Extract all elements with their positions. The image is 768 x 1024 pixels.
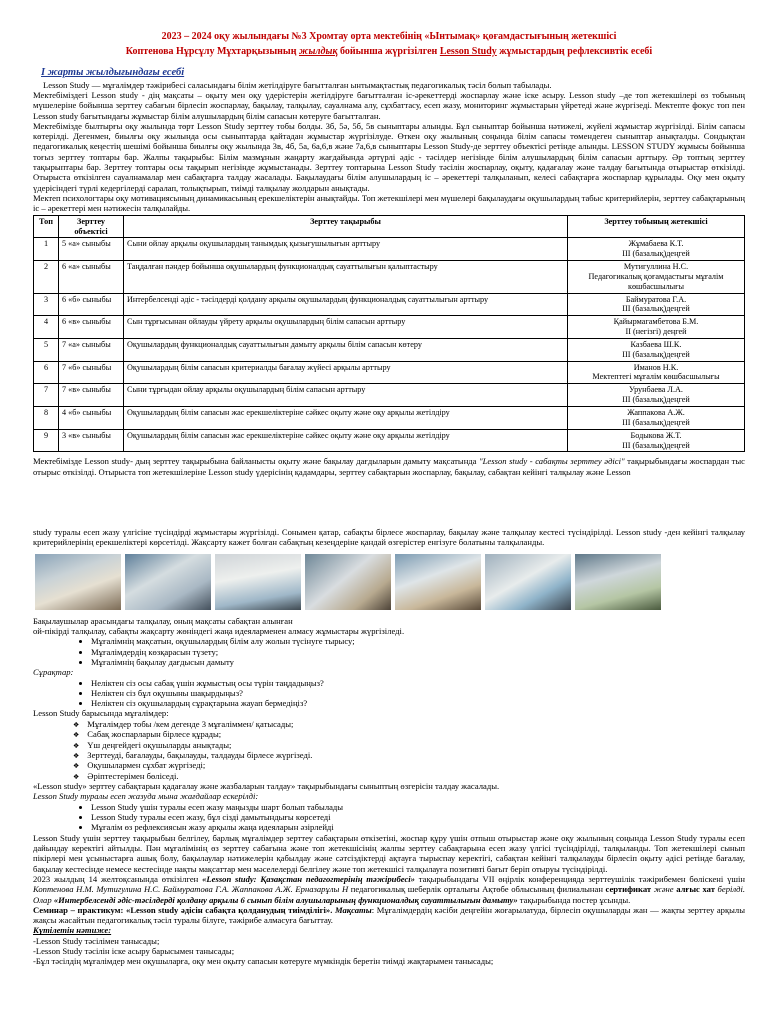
cell-leader (568, 238, 745, 261)
cell-class: 6 «в» сыныбы (59, 316, 124, 339)
title-line-1: 2023 – 2024 оқу жылындағы №3 Хромтау орта мектебінің «Ынтымақ» қоғамдастығының жетекшісі (161, 31, 617, 42)
report-writing-list (33, 802, 745, 833)
table-row (34, 384, 745, 407)
conference-paragraph (33, 874, 745, 905)
document-page (33, 30, 745, 967)
list-item: • Мұғалімнің мақсатын, оқушылардың білім алу жолын түсінуге тырысу; (91, 636, 745, 646)
expected-item: -Lesson Study тәсілімен танысады; (33, 935, 160, 946)
leader-name: Иманов Н.К. (633, 362, 679, 372)
research-groups-table (33, 215, 745, 453)
leader-name: Мутигуллина Н.С. (623, 262, 689, 272)
conf-authors: Коптенова Н.М. Мутигулина Н.С. Баймуратова Г.А. Жаппакова А.Ж. Ерназарұлы Н (33, 884, 349, 895)
seminar-goal: : Мұғалімдердің кәсіби деңгейін жоғарылатуда, бірлесіп оқушыларды жан — жақты зерттеу арқылы жақсы жасайтын педагогикалық тәсіл туралы білуге, тәжірибе алмасуға бағыттау. (33, 904, 745, 926)
after-table-text: Мектебімізде Lesson study- дың зерттеу тақырыбына байланысты оқыту және бақылау дағдыларын дамыту мақсатында (33, 456, 480, 467)
col-header-group: Топ (34, 215, 59, 238)
conf-title: «Lesson study: Қазақстан педагогтерінің тәжірибесі» (202, 873, 415, 884)
table-row (34, 261, 745, 294)
cell-group-number: 6 (34, 361, 59, 384)
list-item: • Мұғалім өз рефлексиясын жазу арқылы жаңа идеяларын әзірлейді (91, 822, 745, 832)
leader-name: Баймуратова Г.А. (625, 294, 687, 304)
table-body (34, 238, 745, 452)
intro-paragraph-3: Мектебімізде былтырғы оқу жылында төрт Lesson Study зерттеу тобы болды. 3б, 5ә, 5б, 5в сыныптары алынды. Бұл сыныптар бойынша нәтижелі, жүйелі жұмыстар жүргізілді. Білім сапасы көтерілді. Дегенмен, биылғы оқу жылында осы сыныптарда қайтадан жұмыстар жүргізілуде. Өткен оқу жылының соңында білім сапасы төмендеген сыныптар анықталды. Сондықтан педагогикалық кеңестің шешімі бойынша биылғы оқу жылында 3в, 4б, 5а, 6а,6,в және 7а,6,в сыныптары Lesson Study-де зерттеу объектісі ретінде алынды. LESSON STUDY жұмысы бойынша тоғыз зерттеу топтары бар. Жалпы тақырыбы: Білім мазмұнын жаңарту жағдайында әртүрлі әдіс - тәсілдер негізінде білім алушылардың білім сапасын арттыру. Әр топтың зерттеу тақырыптары бар. Зерттеу топтары осы тақырып негізінде жұмыстанады. Зерттеу топтарына Lesson Study тәсілін жоспарлау, оқыту, қадағалау және талдау бағытында отырыстар өткізілді. Отырыста өткізілген сауалнамалар мен сабақтарға талдау жасалады. Бақылаудағы білім алушылардың іс – әрекеттері талқыланып, келесі сабақтарға жоспарлар құрылады. Оқу мен оқыту үдерісіндегі түрлі кедергілерді саралап, толықтырып, тиімді талқылау жолдарын анықтады. (33, 120, 745, 193)
cell-topic: Оқушылардың білім сапасын жас ерекшеліктеріне сәйкес оқыту және оқу арқылы жетілдіру (124, 429, 568, 452)
list-item: • Неліктен сіз осы сабақ үшін жұмыстың осы түрін таңдадыңыз? (91, 678, 745, 688)
leader-name: Бодыкова Ж.Т. (630, 430, 682, 440)
leader-level: Мектептегі мұғалім көшбасшылығы (592, 372, 720, 382)
list-item: • Lesson Study туралы есеп жазу, бұл сізді дамытындығы көрсетеді (91, 812, 745, 822)
intro-paragraph-4: Мектеп психологтары оқу мотивациясының динамикасының ерекшеліктерін анықтайды. Топ жетекшілері мен мүшелері бақылаудағы оқушылардың табыс критерийлерін, зерттеу сабақтарының іс – әрекеттері мен нәтижесін талқылайды. (33, 193, 745, 214)
cell-class: 3 «в» сыныбы (59, 429, 124, 452)
expected-item: -Бұл тәсілдің мұғалімдер мен оқушыларға, оқу мен оқыту сапасын көтеруге мүмкіндік беретін тиімді жақтарымен танысады; (33, 956, 494, 967)
table-row (34, 407, 745, 430)
cell-group-number: 2 (34, 261, 59, 294)
leader-level: Педагогикалық қоғамдастығы мұғалім көшбасшылығы (588, 271, 724, 291)
title-lesson-study: Lesson Study (439, 45, 497, 57)
conf-text: және (651, 884, 677, 895)
list-item: ❖ Әріптестерімен бөліседі. (73, 771, 745, 781)
questions-list (33, 678, 745, 709)
list-item: ❖ Үш деңгейдегі оқушыларды анықтады; (73, 740, 745, 750)
cell-leader (568, 338, 745, 361)
cell-leader (568, 293, 745, 316)
title-line-2 (33, 45, 745, 60)
table-row (34, 429, 745, 452)
conf-thanks-letter: алғыс хат (676, 884, 715, 895)
leader-level: ІІІ (базалық)деңгей (622, 417, 690, 427)
leader-level: ІІІ (базалық)деңгей (622, 440, 690, 450)
cell-leader (568, 361, 745, 384)
col-header-leader: Зерттеу тобының жетекшісі (568, 215, 745, 238)
classroom-photo-1 (35, 554, 121, 610)
observers-line-1: Бақылаушылар арасындағы талқылау, оның мақсаты сабақтан алынған (33, 615, 293, 626)
cell-class: 7 «в» сыныбы (59, 384, 124, 407)
list-item: ❖ Зерттеуді, бағалауды, бақылауды, талдауды бірлесе жүргізеді. (73, 750, 745, 760)
cell-class: 6 «б» сыныбы (59, 293, 124, 316)
seminar-paragraph (33, 905, 745, 926)
list-item: • Неліктен сіз бұл оқушыны шақырдыңыз? (91, 688, 745, 698)
teacher-duties-label: Lesson Study барысында мұғалімдер: (33, 708, 169, 719)
title-period: жылдық (298, 45, 338, 57)
classroom-photo-6 (485, 554, 571, 610)
list-item: ❖ Сабақ жоспарларын бірлесе құрады; (73, 729, 745, 739)
after-table-paragraph (33, 456, 745, 477)
list-item: • Неліктен сіз оқушылардың сұрақтарына жауап бермедіңіз? (91, 698, 745, 708)
conf-text: тақырыбында постер ұсынды. (517, 894, 631, 905)
conf-text: тақырыбындағы VII өңірлік конференцияда зерттеушілік тәжірибемен бөліскені үшін (414, 873, 746, 884)
cell-class: 7 «б» сыныбы (59, 361, 124, 384)
cell-topic: Сыни тұрғыдан ойлау арқылы оқушылардың білім сапасын арттыру (124, 384, 568, 407)
list-item: • Lesson Study үшін туралы есеп жазу маңызды шарт болып табылады (91, 802, 745, 812)
cell-group-number: 9 (34, 429, 59, 452)
after-table-text-end: тақырыбындағы жоспардан тыс отырыс өткізілді. Отырыста топ жетекшілеріне Lesson study үдерісінің қадамдары, зерттеу сабақтарын жоспарлау, бақылау, сабақтан кейінгі талқылау және Lesson (33, 456, 745, 477)
cell-topic: Сыни ойлау арқылы оқушылардың танымдық қызығушылығын арттыру (124, 238, 568, 261)
col-header-topic: Зерттеу тақырыбы (124, 215, 568, 238)
title-text: бойынша жүргізілген (337, 45, 440, 57)
list-item: ❖ Мұғалімдер тобы /кем дегенде 3 мұғаліммен/ қатысады; (73, 719, 745, 729)
after-table-italic: "Lesson study - сабақты зерттеу әдісі" (479, 456, 625, 467)
study-analysis-line: «Lesson study» зерттеу сабақтарын қадағалау және жазбаларын талдау» тақырыбындағы сыныптың өзгерісін талдау жасалады. (33, 781, 500, 792)
conf-text: берілді. Олар (33, 884, 746, 905)
cell-topic: Оқушылардың білім сапасын жас ерекшеліктеріне сәйкес оқыту және оқу арқылы жетілдіру (124, 407, 568, 430)
conf-text: педагогикалық шеберлік орталығы Ақтөбе облысының филиалынан (348, 884, 606, 895)
table-row (34, 293, 745, 316)
section-heading: I жарты жылдығындағы есебі (41, 67, 185, 78)
classroom-photo-7 (575, 554, 661, 610)
seminar-label: Семинар – практикум: (33, 904, 127, 915)
table-row (34, 361, 745, 384)
table-header-row (34, 215, 745, 238)
classroom-photo-2 (125, 554, 211, 610)
classroom-photo-4 (305, 554, 391, 610)
cell-class: 4 «б» сыныбы (59, 407, 124, 430)
intro-paragraph-2: Мектебіміздегі Lesson study - дің мақсаты – оқыту мен оқу үдерістерін жетілдіруге бағытталған іс-әрекеттерді жоспарлау және іске асыру. Lesson study –де топ жетекшілері өз тобының мүшелеріне бойынша зерттеу сабағын бірлесіп жоспарлау, бақылау, талқылау, сауалнама алу, сұхбаттасу, есеп жазу, мониторинг жұмыстарын үйретеді және жүргізеді. Мектепте фокус топ пен Lesson study бағытындағы жұмыстар білім алушылардың білім сапасын көтеруге бағытталған. (33, 89, 745, 121)
expected-item: -Lesson Study тәсілін іске асыру барысымен танысады; (33, 946, 235, 957)
leader-level: ІІІ (базалық)деңгей (622, 304, 690, 314)
final-paragraph: Lesson Study үшін зерттеу тақырыбын белгілеу, барлық мұғалімдер зерттеу сабақтарын өткізетіні, жоспар құру үшін отпыш отырыстар және оқу жылының соңында Lesson Study туралы есеп дайындау керектігі айтылды. Пән мұғалімінің өз зерттеу сабағына және топ жетекшісінің жалпы зерттеу сабақтарына есеп жазу үлгісі түсіндірілді, талқыланды. Топ жетекшілері сынып пікірлері мен ұсыныстарға ашық болу, бақылаулар нәтижелерін қабылдау және сәтсіздіктерді ақтауға тырыспау керектігі, сабақтан кейінгі талқылауды бірлесіп оқыту әдісі ретінде бағалау, бақылау кестесінде немесе кестесінде нақты мақсаттар мен мәселелерді белгілеу және топ жетекшісі талқылауға позитивті бағыт беріп отыруы түсіндірілді. (33, 832, 745, 874)
leader-level: ІІІ (базалық)деңгей (622, 349, 690, 359)
cell-topic: Интербелсенді әдіс - тәсілдерді қолдану арқылы оқушылардың функционалдық сауаттылығын арттыру (124, 293, 568, 316)
cell-topic: Оқушылардың білім сапасын критериалды бағалау жүйесі арқылы арттыру (124, 361, 568, 384)
page-break-gap (33, 477, 745, 527)
cell-leader (568, 316, 745, 339)
seminar-goal-label: Мақсаты (332, 904, 372, 915)
intro-paragraph-1: Lesson Study — мұғалімдер тәжірибесі саласындағы білім жетілдіруге бағытталған ынтымақтастық педагогикалық тәсіл болып табылады. (43, 79, 552, 90)
leader-name: Урунбаева Л.А. (629, 385, 683, 395)
cell-group-number: 1 (34, 238, 59, 261)
leader-name: Жаппакова А.Ж. (627, 408, 685, 417)
observers-line-2: ой-пікірді талқылау, сабақты жақсарту жөніндегі жаңа идеяларменен алмасу жұмыстары жүргізіледі. (33, 625, 405, 636)
cell-leader (568, 261, 745, 294)
list-item: ❖ Оқушылармен сұхбат жүргізеді; (73, 760, 745, 770)
table-row (34, 338, 745, 361)
observer-goals-list (33, 636, 745, 667)
leader-level: ІІІ (базалық)деңгей (622, 249, 690, 259)
cell-group-number: 8 (34, 407, 59, 430)
report-writing-label: Lesson Study туралы есеп жазуда мына жағдайлар ескерілді: (33, 791, 259, 802)
seminar-title: «Lesson study әдісін сабақта қолданудың тиімділігі». (126, 904, 333, 915)
title-text-end: жұмыстардың рефлексивтік есебі (496, 45, 653, 57)
cell-leader (568, 407, 745, 430)
teacher-duties-list (33, 719, 745, 781)
list-item: • Мұғалімнің бақылау дағдысын дамыту (91, 657, 745, 667)
cell-topic: Оқушылардың функционалдық сауаттылығын дамыту арқылы білім сапасын көтеру (124, 338, 568, 361)
leader-level: ІІ (негізгі) деңгей (625, 327, 687, 337)
expected-results-label: Күтілетін нәтиже: (33, 925, 112, 936)
conf-text: 2023 жылдың 14 желтоқсанында өткізілген (33, 873, 203, 884)
col-header-object: Зерттеу объектісі (59, 215, 124, 238)
leader-level: ІІІ (базалық)деңгей (622, 395, 690, 405)
table-row (34, 238, 745, 261)
cell-class: 7 «а» сыныбы (59, 338, 124, 361)
cell-group-number: 7 (34, 384, 59, 407)
table-row (34, 316, 745, 339)
cell-class: 6 «а» сыныбы (59, 261, 124, 294)
cell-group-number: 3 (34, 293, 59, 316)
conf-poster-title: «Интербелсенді әдіс-тәсілдерді қолдану арқылы 6 сынып білім алушыларының функционалдық сауаттылығын дамыту» (53, 894, 518, 905)
leader-name: Жұмабаева К.Т. (628, 239, 684, 249)
cell-topic: Сын тұрғысынан ойлауды үйрету арқылы оқушылардың білім сапасын арттыру (124, 316, 568, 339)
cell-leader (568, 429, 745, 452)
continued-paragraph: study туралы есеп жазу үлгісіне түсіндірді жұмыстары жүргізілді. Сонымен қатар, сабақты бірлесе жоспарлау, бақылау және талқылау кестесі түсіндірілді. Lesson study -ден кейінгі талқылау критерийлерінің ерекшеліктері көрсетілді. Жақсарту кажет болған сабақтың кезеңдеріне қандай өзгерістер енгізуге болатыны талқыланды. (33, 527, 745, 548)
leader-name: Қайырмагамбетова Б.М. (613, 317, 699, 327)
cell-class: 5 «а» сыныбы (59, 238, 124, 261)
list-item: • Мұғалімдердің көзқарасын түзету; (91, 647, 745, 657)
conf-certificate: сертификат (605, 884, 652, 895)
leader-name: Казбаева Ш.К. (630, 339, 682, 349)
cell-group-number: 4 (34, 316, 59, 339)
title-author: Коптенова Нұрсұлу Мұхтарқызының (125, 45, 299, 57)
questions-label: Сұрақтар: (33, 667, 74, 678)
report-title (33, 30, 745, 59)
classroom-photo-3 (215, 554, 301, 610)
photo-strip (35, 554, 745, 612)
cell-topic: Таңдалған пәндер бойынша оқушылардың функционалдық сауаттылығын қалыптастыру (124, 261, 568, 294)
cell-leader (568, 384, 745, 407)
classroom-photo-5 (395, 554, 481, 610)
cell-group-number: 5 (34, 338, 59, 361)
